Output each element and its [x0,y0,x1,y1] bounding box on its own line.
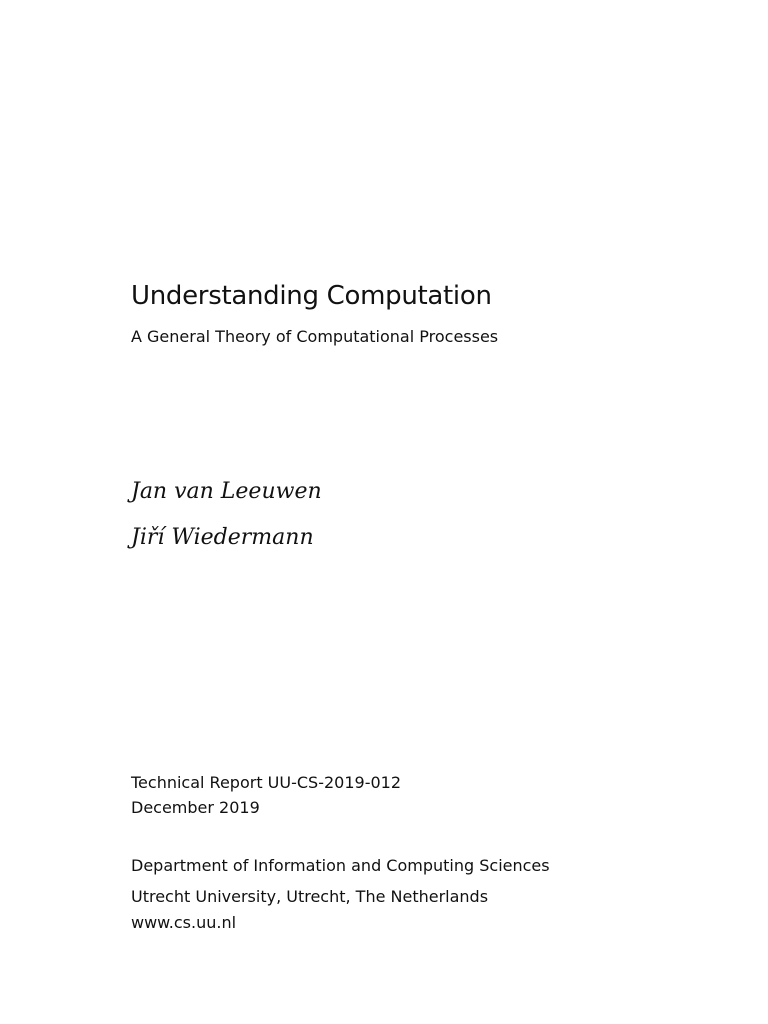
author-name: Jiří Wiedermann [131,525,314,550]
university-location: Utrecht University, Utrecht, The Netherlands [131,887,489,906]
website-url: www.cs.uu.nl [131,913,237,932]
report-date: December 2019 [131,798,260,817]
report-number: Technical Report UU-CS-2019-012 [131,773,402,792]
document-subtitle: A General Theory of Computational Processes [131,327,499,346]
author-name: Jan van Leeuwen [131,479,322,504]
department-name: Department of Information and Computing Sciences [131,856,550,875]
document-title: Understanding Computation [131,281,492,311]
